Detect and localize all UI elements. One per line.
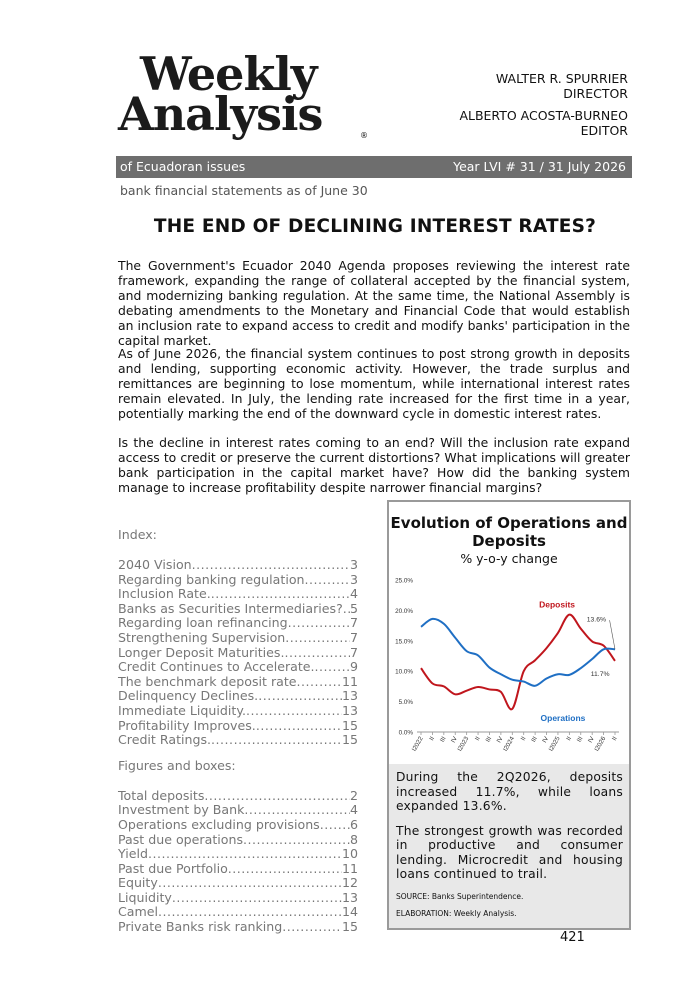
index-panel — [118, 527, 358, 935]
index-entry — [118, 558, 358, 573]
index-entry — [118, 847, 358, 862]
index-entry — [118, 602, 358, 617]
index-entry — [118, 616, 358, 631]
annotation-leader-loans — [610, 620, 615, 649]
x-tick-label: II — [565, 735, 574, 743]
index-entry-label: Longer Deposit Maturities. — [118, 644, 285, 660]
dot-leader — [284, 646, 350, 661]
x-tick-label: II — [428, 735, 437, 743]
index-entry-label: Inclusion Rate. — [118, 586, 211, 602]
dot-leader — [285, 631, 350, 646]
x-tick-label: II — [519, 735, 528, 743]
index-entry — [118, 833, 358, 848]
index-entry — [118, 689, 358, 704]
dot-leader — [305, 573, 350, 588]
index-entry — [118, 789, 358, 804]
x-tick-label: I2022 — [410, 735, 425, 753]
index-entry-page: 3 — [349, 571, 358, 587]
index-entry — [118, 733, 358, 748]
x-tick-label: I2024 — [502, 735, 517, 753]
chart-elaboration: ELABORATION: Weekly Analysis. — [396, 908, 517, 918]
chart-source: SOURCE: Banks Superintendence. — [396, 891, 524, 901]
index-entry — [118, 675, 358, 690]
index-entry-label: Past due Portfolio — [118, 860, 228, 876]
article-paragraph-1: The Government's Ecuador 2040 Agenda proposes reviewing the interest rate framework, expanding the range of collateral accepted by the financial system, and modernizing banking regulation. At the same time, the National Assembly is debating amendments to the Monetary and Financial Code that would establish an inclusion rate to expand access to credit and modify banks' participation in the capital market. — [118, 258, 630, 348]
index-entry — [118, 876, 358, 891]
dot-leader — [211, 587, 350, 602]
index-entry — [118, 891, 358, 906]
index-entry-page: 7 — [349, 644, 358, 660]
dot-leader — [244, 803, 350, 818]
dot-leader — [246, 704, 342, 719]
index-entry — [118, 803, 358, 818]
y-tick-label: 5.0% — [398, 699, 413, 707]
x-tick-label: I2025 — [547, 735, 562, 753]
annotation-deposits: 11.7% — [590, 671, 610, 679]
index-entry-label: Banks as Securities Intermediaries? — [118, 600, 343, 616]
index-entry-label: Regarding banking regulation — [118, 571, 305, 587]
index-entry-page: 7 — [349, 615, 358, 631]
index-entry-label: Regarding loan refinancing — [118, 615, 288, 631]
index-entry-page: 11 — [341, 860, 358, 876]
x-tick-label: III — [484, 735, 494, 744]
x-tick-label: I2023 — [456, 735, 471, 753]
index-entry-label: The benchmark deposit rate — [118, 673, 297, 689]
index-entry-page: 8 — [349, 831, 358, 847]
annotation-loans: 13.6% — [586, 616, 607, 624]
dot-leader — [297, 675, 342, 690]
index-entry-page: 2 — [349, 787, 358, 803]
director-name: WALTER R. SPURRIER — [495, 71, 628, 86]
index-list — [118, 558, 358, 748]
y-tick-label: 25.0% — [395, 577, 413, 585]
index-entry-page: 15 — [341, 919, 358, 935]
x-tick-label: II — [610, 735, 619, 743]
index-entry-label: Total deposits — [118, 787, 205, 803]
weekly-analysis-logo — [118, 47, 378, 141]
figures-heading: Figures and boxes: — [118, 757, 236, 773]
dot-leader — [192, 558, 350, 573]
x-tick-label: IV — [586, 735, 596, 745]
index-entry-label: Past due operations — [118, 831, 244, 847]
series-label-deposits: Deposits — [539, 599, 576, 610]
dot-leader — [315, 660, 350, 675]
x-tick-label: IV — [495, 735, 505, 745]
dot-leader — [243, 833, 350, 848]
registered-mark: ® — [360, 131, 368, 140]
x-tick-label: III — [530, 735, 539, 744]
dot-leader — [228, 862, 342, 877]
dot-leader — [282, 920, 342, 935]
index-entry-page: 13 — [341, 688, 358, 704]
index-entry-label: Liquidity — [118, 889, 172, 905]
dot-leader — [343, 602, 350, 617]
index-entry-label: Camel — [118, 904, 159, 920]
index-entry-page: 15 — [341, 732, 358, 748]
dot-leader — [256, 719, 342, 734]
y-tick-label: 20.0% — [395, 607, 413, 615]
chart-subtitle: % y-o-y change — [460, 551, 558, 566]
index-entry — [118, 660, 358, 675]
index-heading: Index: — [118, 527, 157, 542]
x-tick-label: II — [473, 735, 482, 743]
dot-leader — [158, 905, 342, 920]
dot-leader — [172, 891, 342, 906]
article-title: THE END OF DECLINING INTEREST RATES? — [153, 216, 597, 237]
index-entry — [118, 920, 358, 935]
index-entry-label: Immediate Liquidity. — [118, 702, 246, 718]
index-entry-page: 5 — [349, 600, 358, 616]
dot-leader — [211, 733, 342, 748]
x-tick-label: III — [438, 735, 448, 744]
x-tick-label: I2026 — [593, 735, 608, 753]
index-entry-page: 4 — [349, 586, 358, 602]
index-entry — [118, 905, 358, 920]
issue-subheading: bank financial statements as of June 30 — [120, 183, 368, 198]
index-entry — [118, 818, 358, 833]
dot-leader — [320, 818, 350, 833]
x-tick-label: III — [575, 735, 585, 744]
chart-note-paragraph-2: The strongest growth was recorded in productive and consumer lending. Microcredit and housing loans continued to trail. — [396, 823, 623, 881]
index-entry-label: Credit Ratings. — [118, 732, 212, 748]
series-line-operations — [421, 619, 615, 686]
chart-title: Evolution of Operations and Deposits — [390, 514, 628, 550]
y-tick-label: 0.0% — [398, 729, 413, 737]
index-entry-label: Investment by Bank — [118, 802, 245, 818]
index-entry-label: Profitability Improves. — [118, 717, 256, 733]
index-entry-page: 3 — [349, 557, 358, 572]
index-entry-label: 2040 Vision — [118, 557, 192, 572]
index-entry-label: Equity — [118, 875, 158, 891]
line-chart — [389, 564, 629, 764]
masthead-staff — [459, 72, 628, 138]
index-entry-page: 7 — [349, 629, 358, 645]
index-entry-page: 13 — [341, 702, 358, 718]
index-entry — [118, 862, 358, 877]
chart-note-paragraph-1: During the 2Q2026, deposits increased 11.7%, while loans expanded 13.6%. — [396, 770, 623, 813]
dot-leader — [148, 847, 342, 862]
index-entry-label: Strengthening Supervision — [118, 629, 286, 645]
index-entry — [118, 631, 358, 646]
series-line-deposits — [421, 615, 615, 710]
index-entry — [118, 573, 358, 588]
issue-info: Year LVI # 31 / 31 July 2026 — [453, 159, 626, 174]
index-entry-page: 4 — [349, 802, 358, 818]
index-entry-label: Operations excluding provisions — [118, 816, 320, 832]
page-number: 421 — [560, 930, 585, 945]
index-entry-label: Delinquency Declines. — [118, 688, 259, 704]
dot-leader — [158, 876, 342, 891]
y-tick-label: 15.0% — [395, 638, 413, 646]
dot-leader — [258, 689, 342, 704]
index-entry-label: Yield — [118, 846, 148, 862]
band-tagline: of Ecuadoran issues — [120, 159, 246, 174]
index-entry-page: 11 — [341, 673, 358, 689]
director-role: DIRECTOR — [563, 85, 628, 101]
editor-name: ALBERTO ACOSTA-BURNEO — [459, 108, 628, 123]
dot-leader — [204, 789, 350, 804]
logo-word-weekly: Weekly — [140, 47, 317, 101]
index-entry-page: 6 — [349, 816, 358, 832]
index-entry-page: 15 — [341, 717, 358, 733]
index-entry-page: 12 — [341, 875, 358, 891]
x-tick-label: IV — [449, 735, 459, 745]
index-entry-page: 13 — [341, 889, 358, 905]
index-entry-page: 14 — [341, 904, 358, 920]
index-entry — [118, 719, 358, 734]
index-entry-label: Private Banks risk ranking — [118, 919, 283, 935]
chart-note — [389, 764, 629, 928]
article-paragraph-3: Is the decline in interest rates coming to an end? Will the inclusion rate expand access to credit or preserve the current distortions? What implications will greater bank participation in the capital market have? How did the banking system manage to increase profitability despite narrower financial margins? — [118, 435, 630, 495]
figures-list — [118, 789, 358, 935]
index-entry — [118, 704, 358, 719]
issue-band — [116, 156, 632, 178]
index-entry-page: 10 — [341, 846, 358, 862]
editor-role: EDITOR — [580, 122, 628, 138]
series-label-operations: Operations — [540, 713, 586, 724]
index-entry-label: Credit Continues to Accelerate. — [118, 659, 315, 675]
dot-leader — [288, 616, 350, 631]
x-tick-label: IV — [541, 735, 551, 745]
logo-word-analysis: Analysis — [118, 87, 323, 141]
y-tick-label: 10.0% — [395, 668, 413, 676]
index-entry-page: 9 — [349, 659, 358, 675]
index-entry — [118, 587, 358, 602]
index-entry — [118, 646, 358, 661]
chart-box — [387, 500, 631, 930]
article-paragraph-2: As of June 2026, the financial system continues to post strong growth in deposits and lending, supporting economic activity. However, the trade surplus and remittances are beginning to lose momentum, while international interest rates remain elevated. In July, the lending rate increased for the first time in a year, potentially marking the end of the downward cycle in domestic interest rates. — [118, 346, 630, 421]
